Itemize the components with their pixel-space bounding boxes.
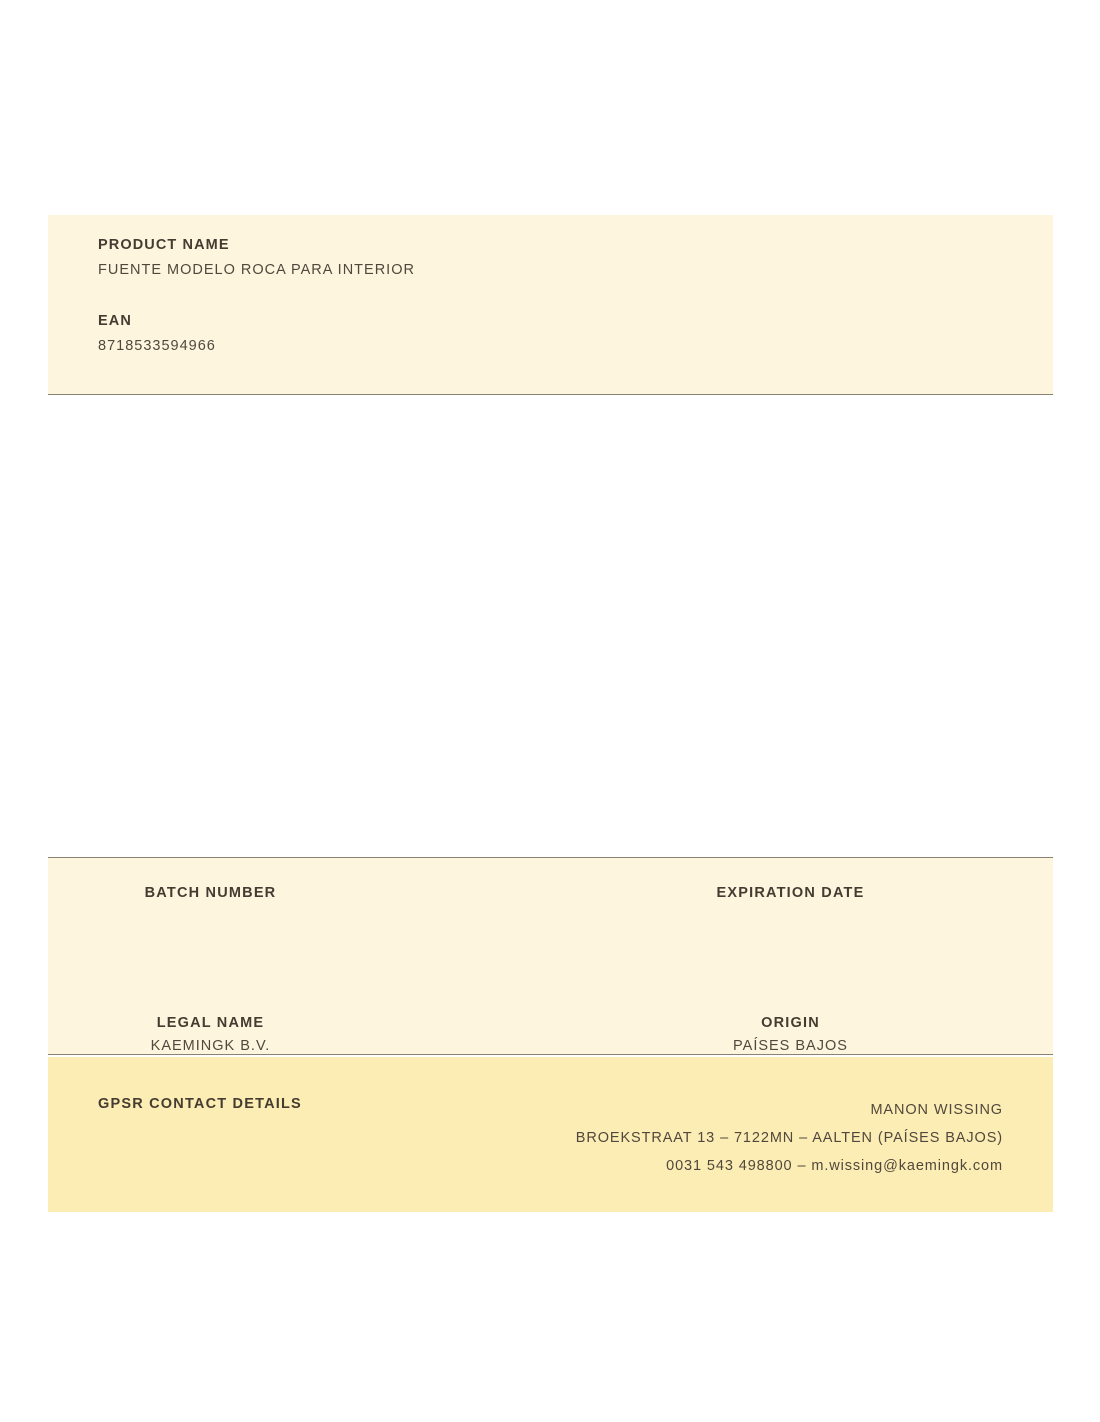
legal-name-label: LEGAL NAME <box>156 1015 265 1031</box>
blank-content-area <box>0 396 1100 856</box>
field-spacer <box>98 278 1053 313</box>
gpsr-contact-address: BROEKSTRAAT 13 – 7122MN – AALTEN (PAÍSES BAJOS) <box>575 1130 1003 1146</box>
batch-expiration-row <box>48 858 1053 926</box>
legal-name-cell <box>48 1015 628 1056</box>
gpsr-contact-section <box>48 1057 1053 1212</box>
compliance-info-section <box>48 857 1053 1055</box>
batch-number-label: BATCH NUMBER <box>144 885 277 901</box>
gpsr-contact-phone-email: 0031 543 498800 – m.wissing@kaemingk.com <box>666 1158 1003 1174</box>
legal-name-value: KAEMINGK B.V. <box>150 1038 271 1054</box>
expiration-date-cell <box>628 885 1053 926</box>
product-name-value: FUENTE MODELO ROCA PARA INTERIOR <box>98 262 415 278</box>
expiration-date-value <box>628 908 953 926</box>
product-info-inner <box>48 215 1053 354</box>
ean-label: EAN <box>98 313 132 329</box>
expiration-date-label: EXPIRATION DATE <box>716 885 865 901</box>
origin-cell <box>628 1015 1053 1056</box>
gpsr-contact-lines <box>576 1057 1053 1212</box>
origin-value: PAÍSES BAJOS <box>733 1038 848 1054</box>
origin-label: ORIGIN <box>761 1015 820 1031</box>
batch-number-cell <box>48 885 628 926</box>
batch-number-value <box>48 908 373 926</box>
gpsr-contact-name: MANON WISSING <box>870 1102 1003 1118</box>
product-info-section <box>48 215 1053 395</box>
ean-value: 8718533594966 <box>98 338 216 354</box>
gpsr-contact-label: GPSR CONTACT DETAILS <box>98 1096 302 1112</box>
product-name-label: PRODUCT NAME <box>98 237 230 253</box>
legal-origin-row <box>48 988 1053 1056</box>
